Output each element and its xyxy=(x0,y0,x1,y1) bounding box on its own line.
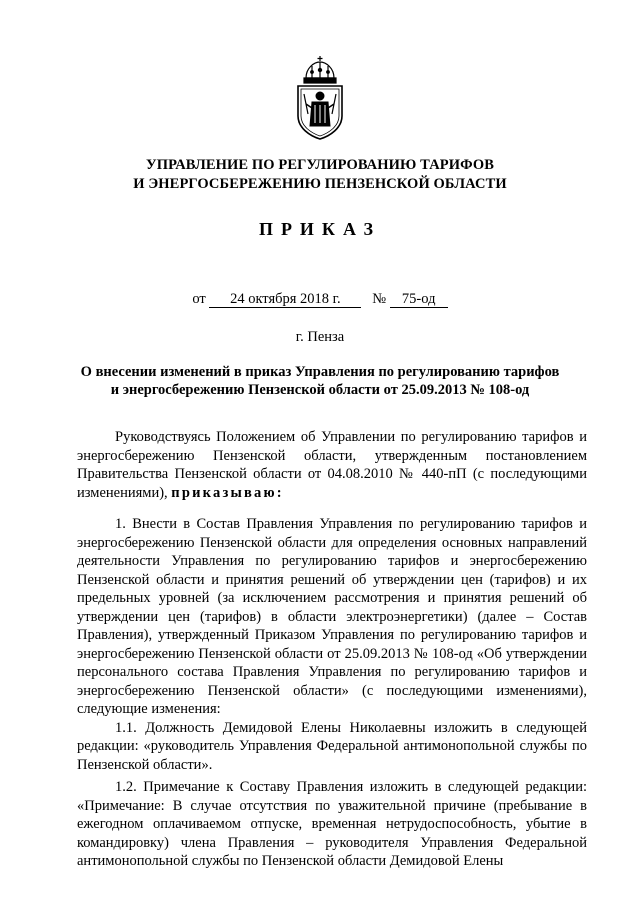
organization-name-line-2: И ЭНЕРГОСБЕРЕЖЕНИЮ ПЕНЗЕНСКОЙ ОБЛАСТИ xyxy=(133,176,507,192)
organization-name-line-1: УПРАВЛЕНИЕ ПО РЕГУЛИРОВАНИЮ ТАРИФОВ xyxy=(145,157,495,173)
number-label: № xyxy=(372,291,387,307)
order-number: 75-од xyxy=(390,292,448,308)
coat-of-arms-emblem xyxy=(290,56,350,140)
order-meta-line xyxy=(0,290,640,308)
document-type-title: ПРИКАЗ xyxy=(258,219,382,239)
from-label: от xyxy=(192,291,206,307)
city: г. Пенза xyxy=(295,329,345,345)
item-1-paragraph: 1. Внести в Состав Правления Управления по регулированию тарифов и энергосбережению Пензенской области для определения основных направлений деятельности Управления по регулированию тарифов и энергосбережению Пензенской области и принятия решений об утверждении цен (тарифов) и их предельных уровней (за исключением рассмотрения и принятия решений об утверждении цен (тарифов) в области электроэнергетики) (далее – Состав Правления), утвержденный Приказом Управления по регулированию тарифов и энергосбережению Пензенской области от 25.09.2013 № 108-од «Об утверждении персонального состава Правления Управления по регулированию тарифов и энергосбережению Пензенской области» (с последующими изменениями), следующие изменения: xyxy=(77,516,587,717)
order-word: приказываю: xyxy=(171,484,284,501)
item-1-1-paragraph: 1.1. Должность Демидовой Елены Николаевны изложить в следующей редакции: «руководитель Управления Федеральной антимонопольной службы по Пензенской области». xyxy=(77,719,587,773)
preamble-paragraph xyxy=(77,428,587,502)
preamble-text: Руководствуясь Положением об Управлении по регулированию тарифов и энергосбережению Пензенской области, утвержденным постановлением Правительства Пензенской области от 04.08.2010 № 440-пП (с последующими изменениями), xyxy=(77,429,587,501)
item-1-2-paragraph: 1.2. Примечание к Составу Правления изложить в следующей редакции: «Примечание: В случае отсутствия по уважительной причине (пребывание в ежегодном оплачиваемом отпуске, временная нетрудоспособность, убытие в командировку) члена Правления – руководителя Управления Федеральной антимонопольной службы по Пензенской области Демидовой Елены xyxy=(77,779,587,869)
subject-line-1: О внесении изменений в приказ Управления по регулированию тарифов xyxy=(80,364,560,380)
subject-line-2: и энергосбережению Пензенской области от 25.09.2013 № 108-од xyxy=(110,382,530,398)
order-date: 24 октября 2018 г. xyxy=(209,292,361,308)
order-items xyxy=(77,515,587,871)
